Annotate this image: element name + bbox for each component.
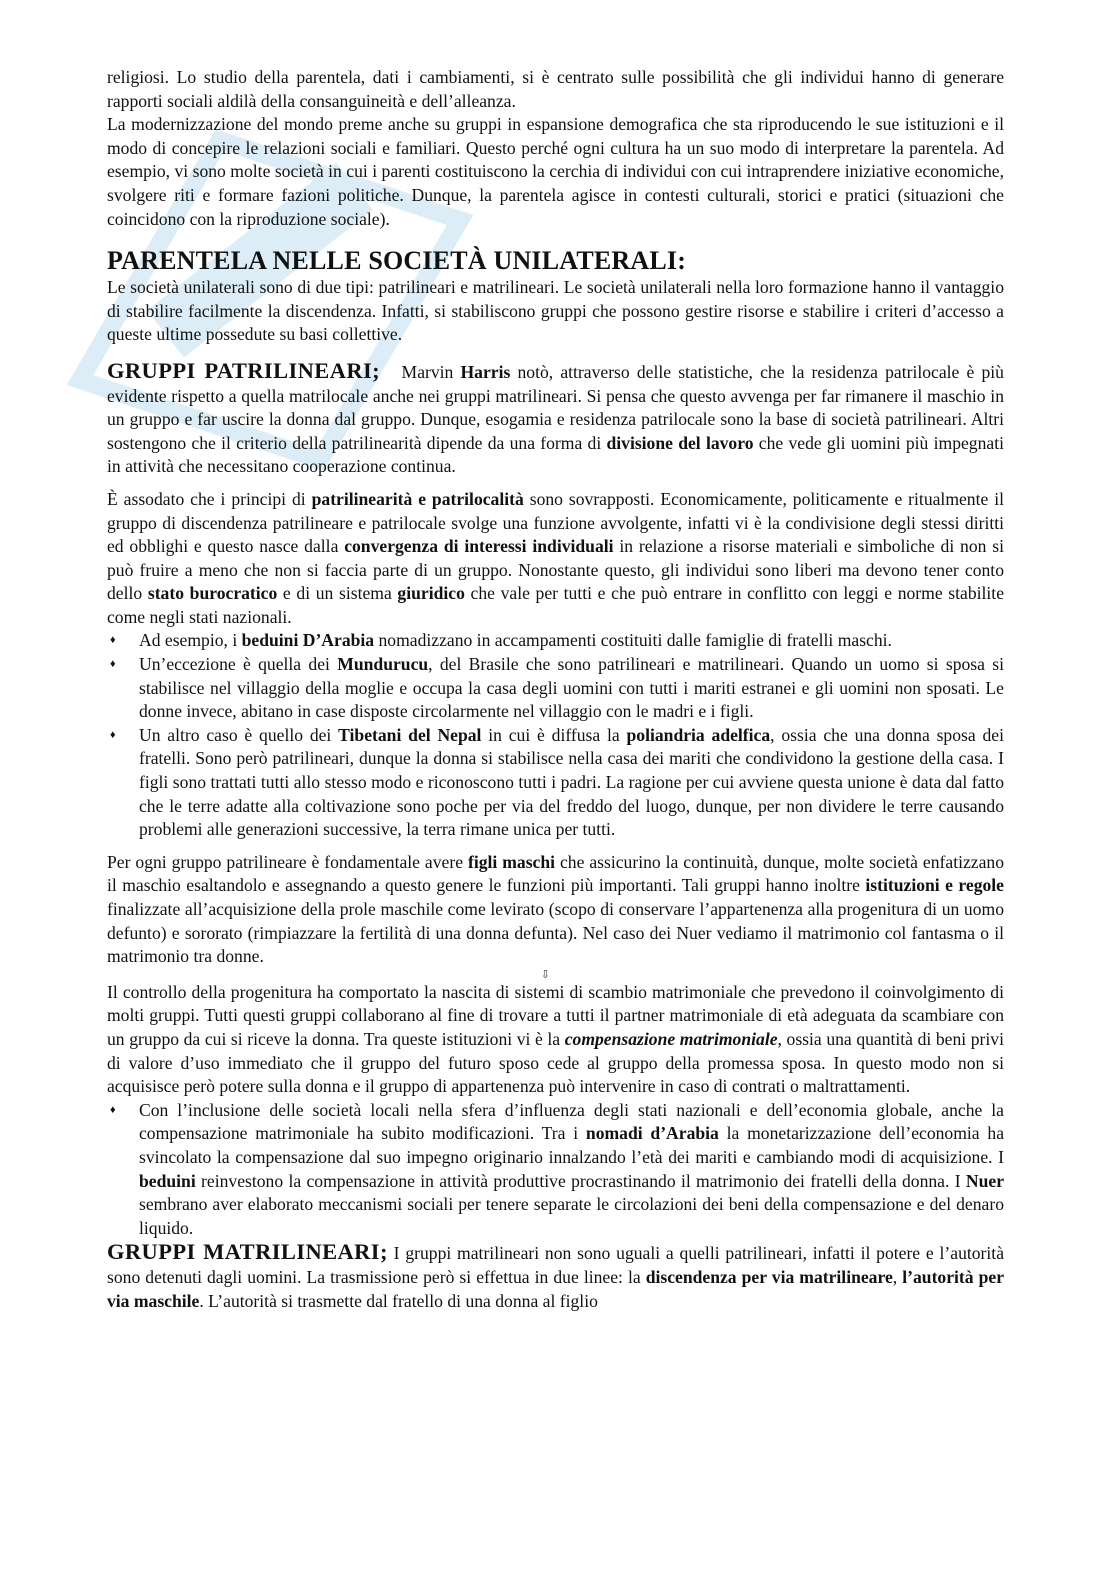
section-heading: PARENTELA NELLE SOCIETÀ UNILATERALI: bbox=[107, 246, 687, 276]
list-item: ♦ Con l’inclusione delle società locali nella sfera d’influenza degli stati nazionali e dell’economia globale, anche la compensazione matrimoniale ha subito modificazioni. Tra i nomadi d’Arabia la monetarizzazione dell’economia ha svincolato la compensazione dal suo impegno originario innalzando l’età dei mariti e cambiando modi di acquisizione. I beduini reinvestono la compensazione in attività produttive procrastinando il matrimonio dei fratelli della donna. I Nuer sembrano aver elaborato meccanismi sociali per tenere separate le circolazioni dei beni della compensazione e del denaro liquido. bbox=[110, 1099, 1005, 1238]
section-intro: Le società unilaterali sono di due tipi: patrilineari e matrilineari. Le società unilaterali nella loro formazione hanno il vantaggio di stabilire facilmente la discendenza. Infatti, si stabiliscono gruppi che possono gestire risorse e stabilire i criteri d’accesso a queste ultime possedute su basi collettive. bbox=[107, 277, 1004, 345]
intro-paragraph-1: religiosi. Lo studio della parentela, dati i cambiamenti, si è centrato sulle possibilità che gli individui hanno di generare rapporti sociali aldilà della consanguineità e dell’alleanza. bbox=[107, 67, 1004, 111]
down-arrow-icon: ⇩ bbox=[540, 968, 551, 981]
matri-paragraph-1: GRUPPI MATRILINEARI; I gruppi matrilineari non sono uguali a quelli patrilineari, infatti il potere e l’autorità sono detenuti dagli uomini. La trasmissione però si effettua in due linee: la discendenza per via matrilineare, l’autorità per via maschile. L’autorità si trasmette dal fratello di una donna al figlio bbox=[107, 1239, 1005, 1311]
list-item: ♦ Un altro caso è quello dei Tibetani del Nepal in cui è diffusa la poliandria adelfica, ossia che una donna sposa dei fratelli. Sono però patrilineari, dunque la donna si stabilisce nella casa dei mariti che condividono la gestione della casa. I figli sono trattati tutti allo stesso modo e riconoscono tutti i padri. La ragione per cui avviene questa unione è data dal fatto che le terre adatte alla coltivazione sono poche per via del freddo del luogo, dunque, per non dividere le terre causando problemi alle generazioni successive, la terra rimane unica per tutti. bbox=[110, 724, 1004, 840]
patri-paragraph-4: Il controllo della progenitura ha comportato la nascita di sistemi di scambio matrimoniale che prevedono il coinvolgimento di molti gruppi. Tutti questi gruppi collaborano al fine di trovare a tutti il partner matrimoniale di età adeguata da scambiare con un gruppo da cui si riceve la donna. Tra queste istituzioni vi è la compensazione matrimoniale, ossia una quantità di beni privi di valore d’uso immediato che il gruppo del futuro sposo cede al gruppo della promessa sposa. In questo modo non si acquisisce però potere sulla donna e il gruppo di appartenenza può intervenire in caso di contrati o maltrattamenti. bbox=[107, 981, 1004, 1097]
patri-label: GRUPPI PATRILINEARI; bbox=[107, 357, 381, 383]
intro-paragraph-2: La modernizzazione del mondo preme anche su gruppi in espansione demografica che sta riproducendo le sue istituzioni e il modo di concepire le relazioni sociali e familiari. Questo perché ogni cultura ha un suo modo di interpretare la parentela. Ad esempio, vi sono molte società in cui i parenti costituiscono la cerchia di individui con cui intraprendere iniziative economiche, svolgere riti e formare fazioni politiche. Dunque, la parentela agisce in contesti culturali, storici e pratici (situazioni che coincidono con la riproduzione sociale). bbox=[107, 114, 1004, 229]
bullet-icon: ♦ bbox=[110, 1103, 116, 1116]
patri-paragraph-1: GRUPPI PATRILINEARI; Marvin Harris notò, attraverso delle statistiche, che la residenza patrilocale è più evidente rispetto a quella matrilocale anche nei gruppi matrilineari. Si pensa che questo avvenga per far rimanere il maschio in un gruppo e far uscire la donna dal gruppo. Dunque, esogamia e residenza patrilocale sono la base di società patrilineari. Altri sostengono che il criterio della patrilinearità dipende da una forma di divisione del lavoro che vede gli uomini più impegnati in attività che necessitano cooperazione continua. bbox=[107, 357, 1004, 477]
list-item: ♦ Un’eccezione è quella dei Mundurucu, del Brasile che sono patrilineari e matrilineari. Quando un uomo si sposa si stabilisce nel villaggio della moglie e occupa la casa degli uomini con tutti i mariti estranei e gli uomini non sposati. Le donne invece, abitano in case disposte circolarmente nel villaggio con le madri e i figli. bbox=[110, 654, 1004, 722]
bullet-icon: ♦ bbox=[110, 728, 116, 741]
bullet-icon: ♦ bbox=[110, 658, 116, 671]
compensation-list bbox=[107, 1099, 1004, 1241]
patri-paragraph-3: Per ogni gruppo patrilineare è fondamentale avere figli maschi che assicurino la continuità, dunque, molte società enfatizzano il maschio esaltandolo e assegnando a questo genere le funzioni più importanti. Tali gruppi hanno inoltre istituzioni e regole finalizzate all’acquisizione della prole maschile come levirato (scopo di conservare l’appartenenza alla progenitura di un uomo defunto) e sororato (rimpiazzare la fertilità di una donna defunta). Nel caso dei Nuer vediamo il matrimonio col fantasma o il matrimonio tra donne. bbox=[107, 851, 1005, 967]
matri-label: GRUPPI MATRILINEARI; bbox=[107, 1239, 388, 1265]
document-page bbox=[107, 66, 1004, 1313]
bullet-icon: ♦ bbox=[110, 634, 116, 647]
list-item: ♦ Ad esempio, i beduini D’Arabia nomadizzano in accampamenti costituiti dalle famiglie di fratelli maschi. bbox=[107, 629, 1004, 653]
patri-examples-list bbox=[107, 629, 1004, 841]
patri-paragraph-2: È assodato che i principi di patrilinearità e patrilocalità sono sovrapposti. Economicamente, politicamente e ritualmente il gruppo di discendenza patrilineare e patrilocale svolge una funzione avvolgente, infatti vi è la condivisione degli stessi diritti ed obblighi e questo nasce dalla convergenza di interessi individuali in relazione a risorse materiali e simboliche di non si può fruire a meno che non si faccia parte di un gruppo. Nonostante questo, gli individui sono liberi ma devono tener conto dello stato burocratico e di un sistema giuridico che vale per tutti e che può entrare in conflitto con leggi e norme stabilite come negli stati nazionali. bbox=[107, 488, 1005, 627]
